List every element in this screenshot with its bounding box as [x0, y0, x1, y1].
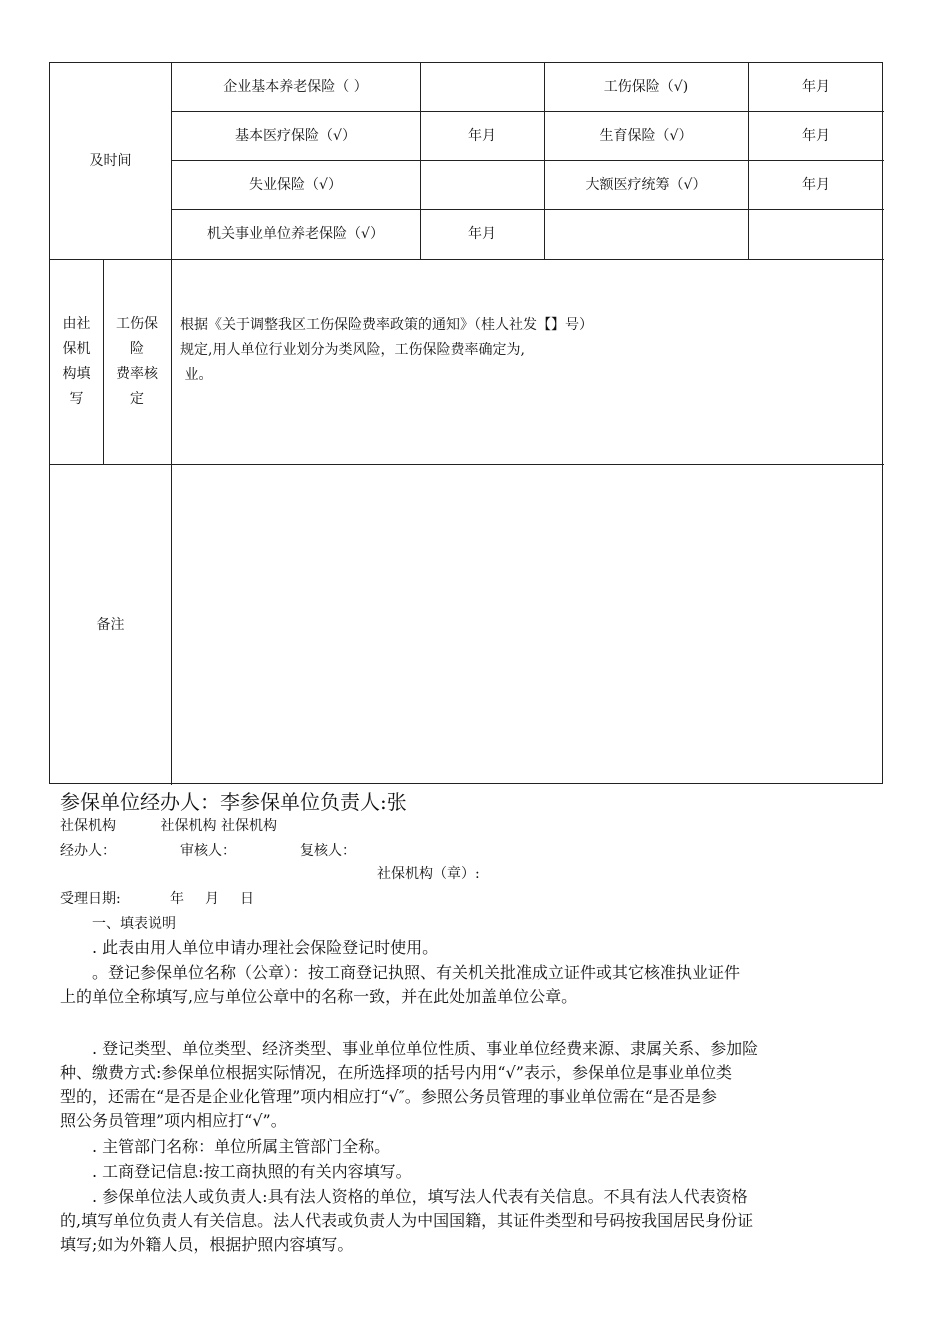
injury-rate-label [103, 259, 171, 464]
rate-text-line: 根据《关于调整我区工伤保险费率政策的通知》（桂人社发【】号） [180, 317, 593, 333]
basic-medical-label: 基本医疗保险（√） [235, 127, 356, 144]
large-medical-value[interactable]: 年月 [802, 176, 830, 193]
empty-value-cell[interactable] [748, 209, 884, 259]
insurance-registration-table [49, 62, 883, 784]
date-day: 日 [240, 891, 254, 907]
injury-rate-line: 费率核 [116, 365, 158, 382]
instruction-p3 [60, 1037, 892, 1133]
maternity-label: 生育保险（√） [599, 127, 693, 144]
injury-rate-content[interactable] [180, 313, 870, 388]
instruction-p5 [60, 1160, 892, 1184]
instructions-heading: 一、填表说明 [92, 916, 176, 932]
p3-line: 型的，还需在“是否是企业化管理”项内相应打“√″。参照公务员管理的事业单位需在“是否是参 [60, 1087, 717, 1106]
agency-fill-line: 构填 [62, 365, 91, 382]
p6-line: 的,填写单位负责人有关信息。法人代表或负责人为中国国籍，其证件类型和号码按我国居民身份证 [60, 1211, 754, 1230]
p3-line: 种、缴费方式:参保单位根据实际情况，在所选择项的括号内用“√”表示，参保单位是事业单位类 [60, 1063, 732, 1082]
instruction-p2 [60, 961, 892, 1009]
pension-enterprise-label: 企业基本养老保险（ ） [223, 79, 368, 95]
unemployment-label: 失业保险（√） [249, 176, 342, 193]
agency-row: 社保机构 社保机构 社保机构 [60, 818, 277, 834]
empty-label-cell [544, 209, 748, 259]
instruction-p4 [60, 1135, 892, 1159]
remarks-label: 备注 [96, 616, 125, 633]
maternity-value[interactable]: 年月 [802, 127, 830, 144]
checker-label: 复核人： [300, 843, 356, 859]
p4-line: . 主管部门名称：单位所属主管部门全称。 [92, 1137, 391, 1156]
handler-label: 经办人： [60, 843, 116, 859]
signature-big-line: 参保单位经办人：李参保单位负责人:张 [60, 790, 407, 814]
institution-pension-label: 机关事业单位养老保险（√） [207, 226, 384, 242]
basic-medical-value[interactable]: 年月 [468, 127, 496, 144]
date-label: 受理日期: [60, 891, 121, 907]
rate-text-line: 规定,用人单位行业划分为类风险，工伤保险费率确定为, [180, 342, 525, 358]
work-injury-value[interactable]: 年月 [802, 79, 830, 95]
time-label-text: 及时间 [89, 153, 132, 169]
instruction-p6 [60, 1185, 892, 1257]
p6-line: . 参保单位法人或负责人:具有法人资格的单位，填写法人代表有关信息。不具有法人代表资格 [92, 1187, 748, 1206]
p3-line: 照公务员管理”项内相应打“√”。 [60, 1111, 287, 1130]
p3-line: . 登记类型、单位类型、经济类型、事业单位单位性质、事业单位经费来源、隶属关系、参加险 [92, 1039, 759, 1058]
p5-line: . 工商登记信息:按工商执照的有关内容填写。 [92, 1162, 412, 1181]
p1-line: . 此表由用人单位申请办理社会保险登记时使用。 [92, 938, 439, 957]
institution-pension-value[interactable]: 年月 [468, 226, 496, 242]
instruction-p1 [60, 936, 892, 960]
remarks-content[interactable] [171, 464, 884, 785]
p2-line: 。登记参保单位名称（公章）：按工商登记执照、有关机关批准成立证件或其它核准执业证件 [92, 963, 741, 982]
reviewer-label: 审核人： [180, 843, 236, 859]
injury-rate-line: 险 [130, 340, 144, 357]
agency-fill-line: 由社 [62, 315, 91, 332]
work-injury-label: 工伤保险（√) [603, 79, 689, 95]
agency-seal-label: 社保机构（章）: [377, 866, 480, 882]
row-divider [50, 259, 884, 260]
pension-enterprise-value[interactable] [420, 63, 544, 111]
date-year: 年 [170, 891, 184, 907]
time-label [50, 63, 171, 259]
p2-line: 上的单位全称填写,应与单位公章中的名称一致，并在此处加盖单位公章。 [60, 987, 578, 1006]
injury-rate-line: 定 [130, 390, 144, 407]
date-month: 月 [205, 891, 219, 907]
rate-text-line: 业。 [180, 367, 213, 383]
agency-fill-line: 写 [69, 390, 84, 407]
injury-rate-line: 工伤保 [116, 315, 158, 332]
agency-fill-line: 保机 [62, 340, 91, 357]
large-medical-label: 大额医疗统筹（√） [585, 176, 707, 193]
unemployment-value[interactable] [420, 160, 544, 209]
agency-fill-label [50, 259, 103, 464]
p6-line: 填写;如为外籍人员，根据护照内容填写。 [60, 1235, 354, 1254]
